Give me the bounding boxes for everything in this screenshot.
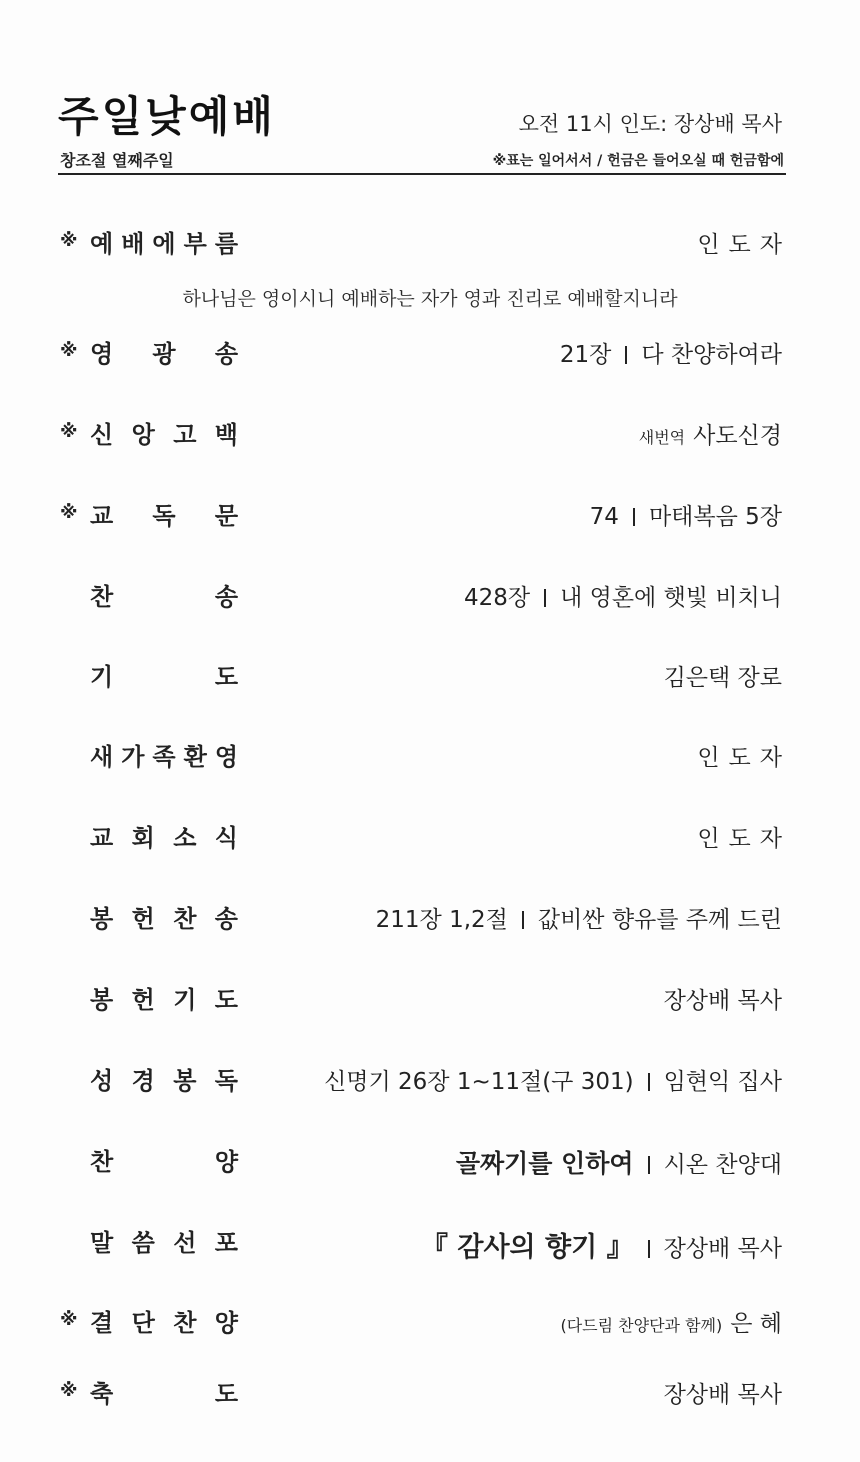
order-item-gloria xyxy=(60,332,782,372)
standing-mark: ※ xyxy=(60,502,78,523)
order-item-label: 교 독 문 xyxy=(90,502,238,530)
order-item-value: 골짜기를 인하여 시온 찬양대 xyxy=(455,1149,782,1178)
standing-mark: ※ xyxy=(60,421,78,442)
order-item-value: 21장 다 찬양하여라 xyxy=(559,342,782,368)
order-item-label: 봉 헌 찬 송 xyxy=(90,905,238,933)
standing-mark: ※ xyxy=(60,1380,78,1401)
order-item-value: 인도자 xyxy=(697,826,791,852)
order-item-value: 211장 1,2절 값비싼 향유를 주께 드린 xyxy=(375,907,782,933)
separator xyxy=(648,1156,650,1174)
order-item-label: 봉 헌 기 도 xyxy=(90,986,238,1014)
order-item-label: 결 단 찬 양 xyxy=(90,1309,238,1337)
order-item-hymn xyxy=(60,575,782,615)
order-item-value: 『 감사의 향기 』 장상배 목사 xyxy=(420,1232,782,1263)
order-item-value: 74 마태복음 5장 xyxy=(589,504,782,530)
order-item-offering-prayer xyxy=(60,978,782,1018)
order-item-value: 428장 내 영혼에 햇빛 비치니 xyxy=(463,585,782,611)
order-item-value: 장상배 목사 xyxy=(663,988,782,1014)
page-subtitle: 창조절 열째주일 xyxy=(60,151,174,170)
order-item-value: 장상배 목사 xyxy=(663,1382,782,1408)
order-item-value: 인도자 xyxy=(697,745,791,771)
call-verse: 하나님은 영이시니 예배하는 자가 영과 진리로 예배할지니라 xyxy=(182,288,678,310)
order-item-creed xyxy=(60,413,782,453)
separator xyxy=(625,346,627,364)
order-item-news xyxy=(60,816,791,856)
order-item-value: (다드림 찬양단과 함께) 은 혜 xyxy=(560,1311,782,1337)
order-item-call-to-worship xyxy=(60,222,791,262)
order-item-anthem xyxy=(60,1140,782,1180)
order-item-benediction xyxy=(60,1372,782,1412)
order-item-welcome xyxy=(60,735,791,775)
order-item-label: 영 광 송 xyxy=(90,340,238,368)
order-item-label: 성 경 봉 독 xyxy=(90,1067,238,1095)
separator xyxy=(544,589,546,607)
order-item-value: 새번역 사도신경 xyxy=(638,423,782,449)
service-time-leader: 오전 11시 인도: 장상배 목사 xyxy=(518,112,782,136)
order-item-label: 새 가 족 환 영 xyxy=(90,743,238,771)
order-item-label: 교 회 소 식 xyxy=(90,824,238,852)
order-item-value: 신명기 26장 1~11절(구 301) 임현익 집사 xyxy=(324,1069,782,1095)
order-item-label: 찬 송 xyxy=(90,583,238,611)
order-item-response-hymn xyxy=(60,1301,782,1341)
order-item-label: 기 도 xyxy=(90,663,238,691)
order-item-scripture xyxy=(60,1059,782,1099)
separator xyxy=(648,1073,650,1091)
order-item-label: 말 씀 선 포 xyxy=(90,1229,238,1257)
standing-mark: ※ xyxy=(60,230,78,251)
header-divider xyxy=(58,173,786,175)
order-item-value: 김은택 장로 xyxy=(663,665,782,691)
separator xyxy=(648,1240,650,1258)
standing-mark: ※ xyxy=(60,340,78,361)
order-item-label: 신 앙 고 백 xyxy=(90,421,238,449)
standing-mark: ※ xyxy=(60,1309,78,1330)
standing-note: ※표는 일어서서 / 헌금은 들어오실 때 헌금함에 xyxy=(492,153,784,169)
order-item-offering-hymn xyxy=(60,897,782,937)
order-item-prayer xyxy=(60,655,782,695)
order-item-label: 예 배 에 부 름 xyxy=(90,230,238,258)
page-title: 주일낮예배 xyxy=(58,92,276,141)
separator xyxy=(522,911,524,929)
order-item-value: 인도자 xyxy=(697,232,791,258)
order-item-responsive-reading xyxy=(60,494,782,534)
order-item-label: 찬 양 xyxy=(90,1148,238,1176)
order-item-label: 축 도 xyxy=(90,1380,238,1408)
separator xyxy=(633,508,635,526)
order-item-sermon xyxy=(60,1221,782,1261)
